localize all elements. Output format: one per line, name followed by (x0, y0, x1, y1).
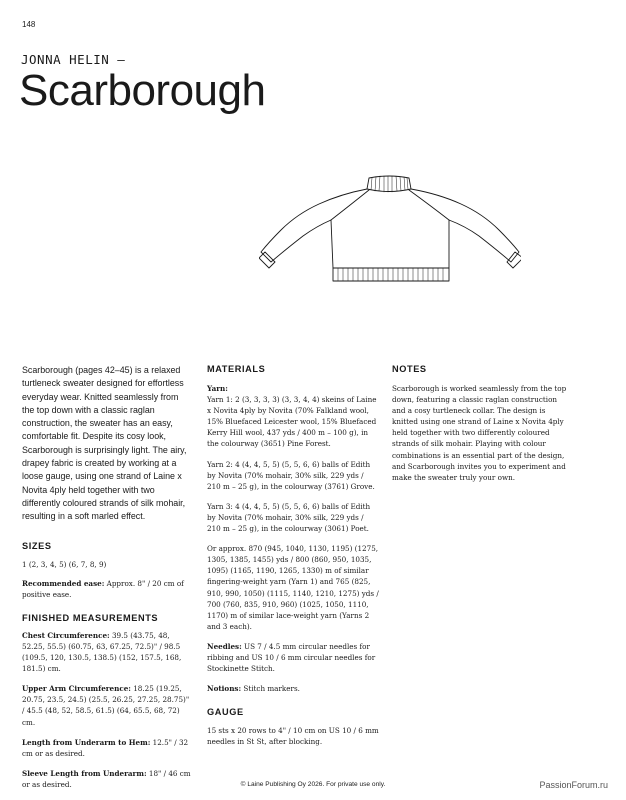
gauge-heading: GAUGE (207, 707, 244, 718)
yarn-2: Yarn 2: 4 (4, 4, 5, 5) (5, 5, 6, 6) balls of Edith by Novita (70% mohair, 30% silk, 229 yds / 210 m – 25 g), in the colourway (3761) Grove. (207, 459, 375, 491)
chest-text: 39.5 (43.75, 48, 52.25, 55.5) (60.75, 63, 67.25, 72.5)" / 98.5 (109.5, 120, 130.5, 138.5) (152, 157.5, 168, 181.5) cm. (22, 630, 182, 674)
sizes-heading: SIZES (22, 540, 52, 551)
chest-circumference (22, 630, 192, 674)
yarn-1: Yarn 1: 2 (3, 3, 3, 3) (3, 3, 4, 4) skeins of Laine x Novita 4ply by Novita (70% Falkland wool, 15% Bluefaced Leicester wool, 15% Bluefaced Kerry Hill wool, 437 yds / 400 m – 100 g), in the colourway (3651) Pine Forest. (207, 395, 377, 449)
upper-arm-circumference (22, 683, 192, 727)
length-underarm-hem (22, 737, 192, 759)
needles-label: Needles: (207, 641, 242, 651)
notions-text: Stitch markers. (241, 684, 300, 694)
yarn-label (207, 383, 379, 394)
notions-label: Notions: (207, 684, 242, 694)
ease-text: Approx. 8" / 20 cm of positive ease. (22, 578, 184, 599)
upper-arm-text: 18.25 (19.25, 20.75, 23.5, 24.5) (25.5, 26.25, 27.25, 28.75)" / 45.5 (48, 52, 58.5, 61.5) (64, 65.5, 68, 72) cm. (22, 684, 190, 727)
notes-heading: NOTES (392, 364, 427, 374)
designer-name: JONNA HELIN – (21, 52, 126, 67)
yarn-approx: Or approx. 870 (945, 1040, 1130, 1195) (1275, 1305, 1385, 1455) yds / 800 (860, 950, 1035, 1095) (1165, 1190, 1265, 1330) m of similar fingering-weight yarn (Yarn 1) and 765 (825, 910, 990, 1050) (1115, 1140, 1210, 1275) yds / 700 (760, 835, 910, 960) (1025, 1050, 1110, 1170) m of similar lace-weight yarn (Yarns 2 and 3 each). (207, 544, 379, 631)
sizes-values: 1 (2, 3, 4, 5) (6, 7, 8, 9) (22, 559, 107, 569)
pattern-title: Scarborough (19, 66, 266, 115)
sleeve-text: 18" / 46 cm or as desired. (22, 768, 191, 789)
upper-arm-label: Upper Arm Circumference: (22, 684, 131, 694)
chest-label: Chest Circumference: (22, 630, 110, 640)
needles-text: US 7 / 4.5 mm circular needles for ribbing and US 10 / 6 mm circular needles for Stockinette Stitch. (207, 641, 376, 674)
recommended-ease (22, 578, 192, 600)
materials-heading: MATERIALS (207, 364, 266, 374)
ease-label: Recommended ease: (22, 578, 105, 588)
finished-measurements-heading: FINISHED MEASUREMENTS (22, 612, 159, 623)
gauge-text: 15 sts x 20 rows to 4" / 10 cm on US 10 / 6 mm needles in St St, after blocking. (207, 726, 379, 747)
intro-text: Scarborough (pages 42–45) is a relaxed turtleneck sweater designed for effortless everyday wear. Knitted seamlessly from the top down with a classic raglan construction, the sweater has an easy, comfortable fit. Despite its cosy look, Scarborough is surprisingly light. The airy, drapey fabric is created by working at a loose gauge, using one strand of Laine x Novita 4ply held together with two differently coloured strands of silk mohair, resulting in a soft marled effect. (22, 365, 187, 522)
sleeve-label: Sleeve Length from Underarm: (22, 768, 147, 778)
yarn-3: Yarn 3: 4 (4, 4, 5, 5) (5, 5, 6, 6) balls of Edith by Novita (70% mohair, 30% silk, 229 yds / 210 m – 25 g), in the colourway (3061) Poet. (207, 501, 371, 534)
notes-text: Scarborough is worked seamlessly from the top down, featuring a classic raglan construction and a cosy turtleneck collar. The design is knitted using one strand of Laine x Novita 4ply held together with two differently coloured strands of silk mohair. Playing with colour combinations is an essential part of the design, and Scarborough invites you to experiment and make the sweater truly your own. (392, 384, 567, 482)
intro-column (22, 364, 192, 790)
hem-text: 12.5" / 32 cm or as desired. (22, 737, 189, 758)
notes-column (392, 364, 570, 483)
page-number: 148 (22, 20, 36, 29)
needles (207, 641, 379, 674)
notions (207, 683, 379, 694)
materials-column (207, 364, 379, 747)
hem-label: Length from Underarm to Hem: (22, 737, 151, 747)
sweater-illustration (259, 172, 521, 286)
copyright-footer: © Laine Publishing Oy 2026. For private use only. (240, 781, 386, 788)
yarn-label-text: Yarn: (207, 384, 228, 393)
watermark: PassionForum.ru (539, 780, 608, 790)
